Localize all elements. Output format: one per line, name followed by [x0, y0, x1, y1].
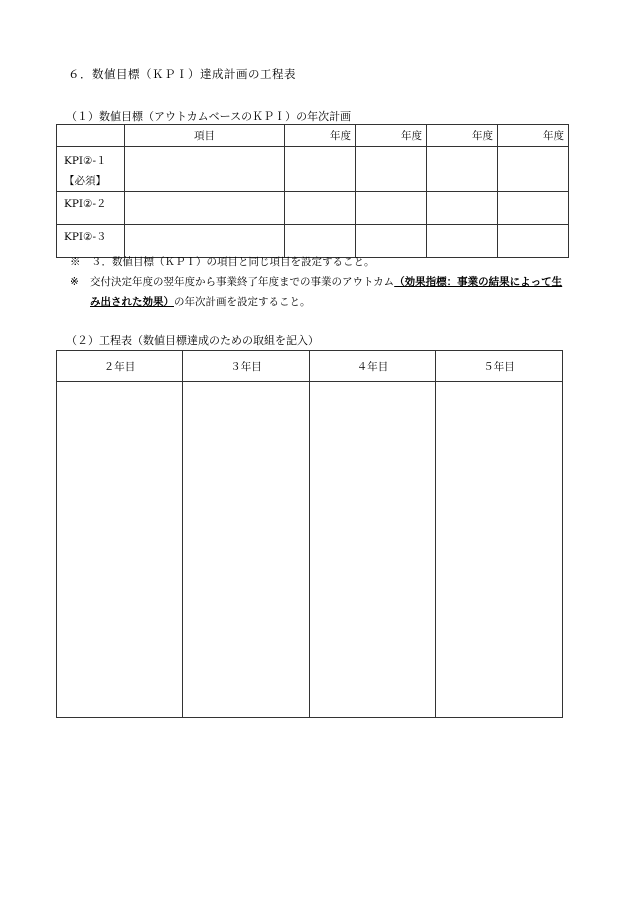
- header-year-4: 年度: [498, 125, 569, 147]
- schedule-cell-year-4[interactable]: [310, 382, 436, 718]
- note-2-mark: ※: [70, 276, 79, 288]
- kpi-2-year-4-cell[interactable]: [498, 192, 569, 225]
- note-2-body: [90, 272, 570, 312]
- kpi-3-year-3-cell[interactable]: [427, 225, 498, 258]
- schedule-cell-year-2[interactable]: [57, 382, 183, 718]
- schedule-header-year-3: ３年目: [183, 351, 310, 382]
- kpi-label-1: [57, 147, 125, 192]
- section-title: ６．数値目標（ＫＰＩ）達成計画の工程表: [68, 67, 296, 81]
- schedule-header-row: [57, 351, 563, 382]
- kpi-1-year-2-cell[interactable]: [356, 147, 427, 192]
- kpi-2-item-cell[interactable]: [125, 192, 285, 225]
- kpi-label-1-line1: KPI②-１: [64, 155, 107, 167]
- annual-plan-heading: （１）数値目標（アウトカムベースのＫＰＩ）の年次計画: [66, 110, 352, 123]
- note-2: [70, 272, 570, 312]
- schedule-heading: （２）工程表（数値目標達成のための取組を記入）: [66, 334, 319, 347]
- kpi-2-year-3-cell[interactable]: [427, 192, 498, 225]
- kpi-2-year-1-cell[interactable]: [285, 192, 356, 225]
- header-year-1: 年度: [285, 125, 356, 147]
- kpi-1-year-1-cell[interactable]: [285, 147, 356, 192]
- kpi-2-year-2-cell[interactable]: [356, 192, 427, 225]
- header-year-2: 年度: [356, 125, 427, 147]
- kpi-label-1-line2: 【必須】: [64, 175, 106, 187]
- kpi-label-2: KPI②-２: [57, 192, 125, 225]
- kpi-3-year-4-cell[interactable]: [498, 225, 569, 258]
- header-empty: [57, 125, 125, 147]
- kpi-1-item-cell[interactable]: [125, 147, 285, 192]
- kpi-1-year-3-cell[interactable]: [427, 147, 498, 192]
- kpi-1-year-4-cell[interactable]: [498, 147, 569, 192]
- table-row: [57, 192, 569, 225]
- schedule-body-row: [57, 382, 563, 718]
- kpi-annual-plan-table: [56, 124, 569, 258]
- note-1: ※ ３．数値目標（ＫＰＩ）の項目と同じ項目を設定すること。: [70, 256, 375, 268]
- header-year-3: 年度: [427, 125, 498, 147]
- header-item: 項目: [125, 125, 285, 147]
- schedule-cell-year-3[interactable]: [183, 382, 310, 718]
- table-header-row: [57, 125, 569, 147]
- schedule-header-year-4: ４年目: [310, 351, 436, 382]
- note-2-suffix: の年次計画を設定すること。: [174, 296, 311, 308]
- schedule-cell-year-5[interactable]: [436, 382, 563, 718]
- table-row: [57, 147, 569, 192]
- schedule-table: [56, 350, 563, 718]
- schedule-header-year-2: ２年目: [57, 351, 183, 382]
- kpi-label-3: KPI②-３: [57, 225, 125, 258]
- note-2-prefix: 交付決定年度の翌年度から事業終了年度までの事業のアウトカム: [90, 276, 395, 288]
- schedule-header-year-5: ５年目: [436, 351, 563, 382]
- note-2-emphasis: （効果指標：事業の結果によって生み出された効果）: [90, 276, 563, 308]
